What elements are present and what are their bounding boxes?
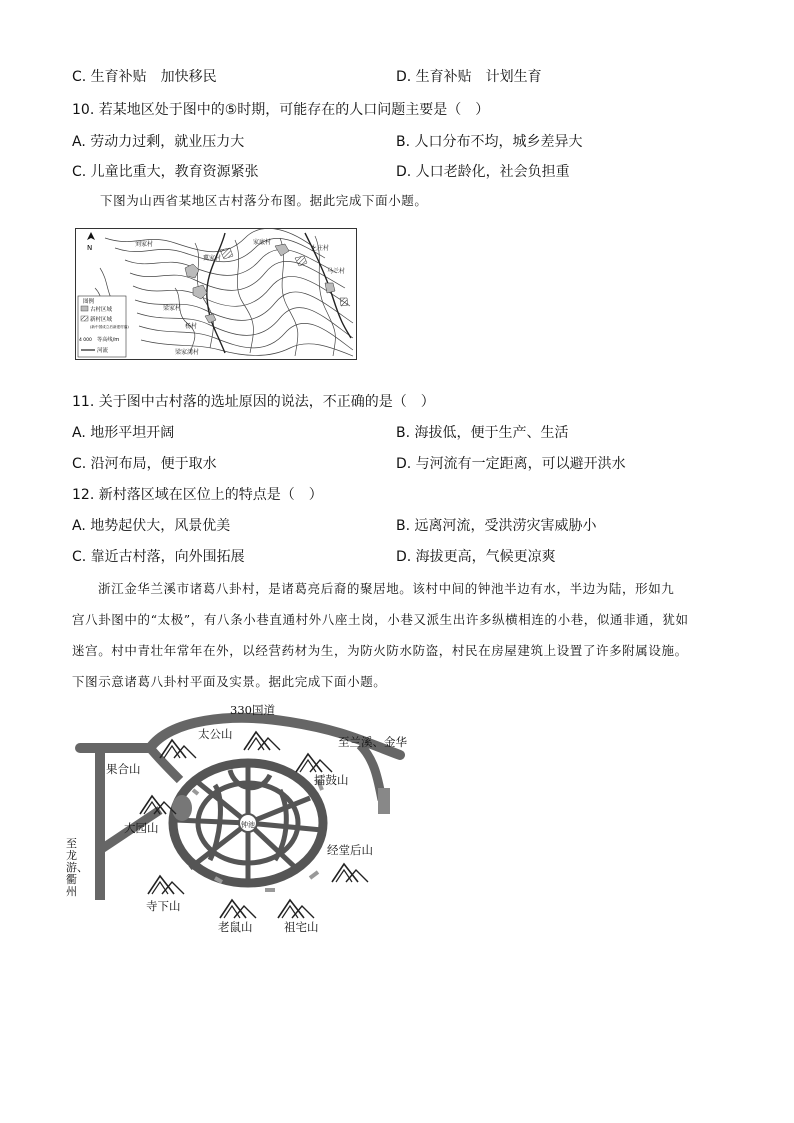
legend-title: 图例 [83,299,95,305]
shanxi-village-map [75,228,357,360]
zhuge-village-plan [60,700,420,940]
destination-label: 至龙游、衢州 [66,837,88,898]
q10-stem: 10. 若某地区处于图中的⑤时期，可能存在的人口问题主要是（ ） [72,102,490,118]
village-label: 刘家村 [135,241,154,248]
q9-option-d: D. 生育补贴 计划生育 [396,69,542,85]
q12-option-b: B. 远离河流，受洪涝灾害威胁小 [396,518,597,534]
mountain-icon [296,754,332,772]
road-label: 330国道 [230,703,275,717]
mountain-label: 寺下山 [146,899,181,913]
mountain-label: 大园山 [124,821,159,835]
q10-option-b: B. 人口分布不均，城乡差异大 [396,134,583,150]
legend-contour: 等高线/m [97,337,120,343]
mountain-icon [220,900,256,918]
mountain-label: 老鼠山 [218,920,253,934]
q12-option-d: D. 海拔更高，气候更凉爽 [396,549,556,565]
q12-option-c: C. 靠近古村落，向外围拓展 [72,549,245,565]
village-label: 马兰村 [327,268,346,275]
mountain-label: 祖宅山 [284,920,319,934]
village-label: 上庄村 [311,245,330,252]
contour-value: 4 000 [79,338,92,343]
north-label: N [87,244,93,252]
intro-line: 下图示意诸葛八卦村平面及实景。据此完成下面小题。 [72,674,387,689]
mountain-icon [244,732,280,750]
legend-new-village-note: (新中国成立后新建村落) [90,325,129,329]
q11-option-a: A. 地形平坦开阔 [72,425,175,441]
mountain-label: 擂鼓山 [314,773,349,787]
q12-stem: 12. 新村落区域在区位上的特点是（ ） [72,487,323,503]
q10-option-c: C. 儿童比重大，教育资源紧张 [72,164,259,180]
village-label: 家底村 [253,239,272,246]
mountain-icon [148,876,184,894]
intro-line: 浙江金华兰溪市诸葛八卦村，是诸葛亮后裔的聚居地。该村中间的钟池半边有水，半边为陆，形如九 [98,581,675,596]
q11-option-b: B. 海拔低，便于生产、生活 [396,425,569,441]
destination-label: 至兰溪、金华 [338,735,407,749]
legend-river: 河流 [97,348,109,354]
intro-shanxi-villages: 下图为山西省某地区古村落分布图。据此完成下面小题。 [100,193,428,208]
village-label: 杨村 [185,323,198,330]
q11-option-c: C. 沿河布局，便于取水 [72,456,217,472]
mountain-label: 太公山 [198,727,233,741]
q10-option-d: D. 人口老龄化，社会负担重 [396,164,570,180]
intro-line: 宫八卦图中的“太极”，有八条小巷直通村外八座土岗，小巷又派生出许多纵横相连的小巷，似通非通，犹如 [72,612,689,627]
q12-option-a: A. 地势起伏大，风景优美 [72,518,231,534]
legend-new-village: 新村区域 [90,317,113,323]
zhongchi-label: 钟池 [241,821,255,829]
q10-option-a: A. 劳动力过剩，就业压力大 [72,134,245,150]
mountain-label: 经堂后山 [327,843,373,857]
mountain-icon [332,864,368,882]
q9-option-c: C. 生育补贴 加快移民 [72,69,217,85]
mountain-icon [278,900,314,918]
village-label: 梁家湾村 [175,349,200,356]
intro-zhuge-village [72,573,732,697]
village-label: 冀家村 [203,255,222,262]
intro-line: 迷宫。村中青壮年常年在外，以经营药材为生，为防火防水防盗，村民在房屋建筑上设置了许多附属设施。 [72,643,688,658]
mountain-icon [160,740,196,758]
mountain-label: 果合山 [106,762,141,776]
q11-stem: 11. 关于图中古村落的选址原因的说法，不正确的是（ ） [72,394,435,410]
village-label: 梁家村 [163,305,182,312]
q11-option-d: D. 与河流有一定距离，可以避开洪水 [396,456,626,472]
legend-old-village: 古村区域 [90,307,113,313]
